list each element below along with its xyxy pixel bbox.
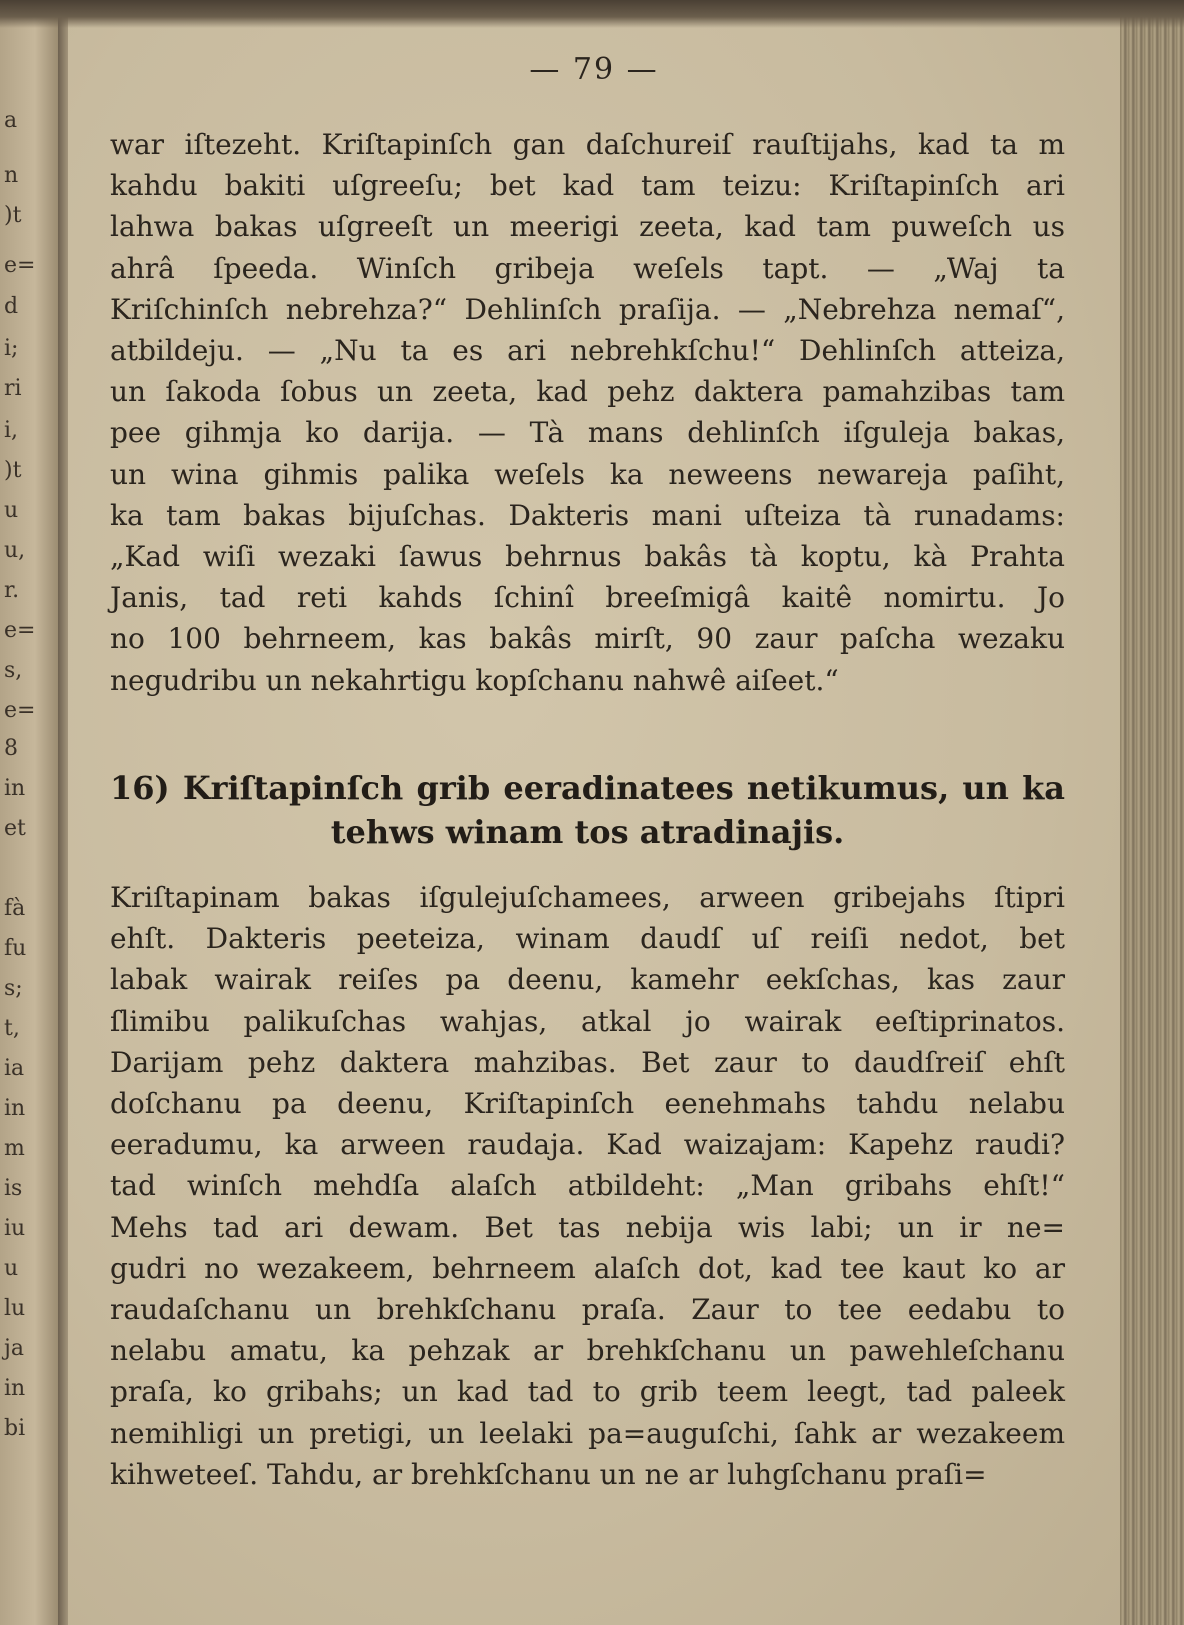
margin-fragment: in [4, 1096, 26, 1121]
margin-fragment: e= [4, 698, 36, 723]
margin-fragment: t, [4, 1016, 20, 1041]
text-line: lahwa bakas uſgreeſt un meerigi zeeta, kad tam puweſch us [110, 210, 1065, 244]
margin-fragment: n [4, 163, 19, 188]
margin-fragment: a [4, 108, 18, 133]
previous-page-edge [0, 0, 58, 1625]
margin-fragment: fà [4, 896, 26, 921]
text-line: un ſakoda ſobus un zeeta, kad pehz daktera pamahzibas tam [110, 375, 1065, 409]
page-stack-edge [1120, 0, 1184, 1625]
text-line: nelabu amatu, ka pehzak ar brehkſchanu un pawehleſchanu [110, 1334, 1065, 1368]
margin-fragment: )t [4, 203, 22, 228]
text-line: ſlimibu palikuſchas wahjas, atkal jo wairak eeſtiprinatos. [110, 1004, 1065, 1038]
text-line: gudri no wezakeem, behrneem alaſch dot, kad tee kaut ko ar [110, 1251, 1065, 1285]
text-line: eeradumu, ka arween raudaja. Kad waizajam: Kapehz raudi? [110, 1128, 1065, 1162]
margin-fragment: et [4, 816, 26, 841]
margin-fragment: m [4, 1136, 25, 1161]
text-line: un wina gihmis palika weſels ka neweens newareja paſiht, [110, 457, 1065, 491]
margin-fragment: i, [4, 418, 19, 443]
text-line: Kriſtapinam bakas iſgulejuſchamees, arween gribejahs ſtipri [110, 881, 1065, 914]
margin-fragment: e= [4, 253, 36, 278]
text-line: nemihligi un pretigi, un leelaki pa=auguſchi, ſahk ar wezakeem [110, 1416, 1065, 1450]
text-line: Kriſchinſch nebrehza?“ Dehlinſch praſija. — „Nebrehza nemaſ“, [110, 292, 1065, 326]
text-line: war iſtezeht. Kriſtapinſch gan daſchureiſ rauſtijahs, kad ta m [110, 128, 1065, 161]
text-line: Darijam pehz daktera mahzibas. Bet zaur to daudſreiſ ehſt [110, 1045, 1065, 1079]
page-number: — 79 — [529, 52, 659, 87]
text-line: negudribu un nekahrtigu kopſchanu nahwê aiſeet.“ [110, 663, 839, 697]
margin-fragment: s; [4, 976, 23, 1001]
margin-fragment: bi [4, 1416, 26, 1441]
text-line: kihweteeſ. Tahdu, ar brehkſchanu un ne ar luhgſchanu praſi= [110, 1457, 987, 1491]
margin-fragment: ri [4, 376, 22, 401]
margin-fragment: s, [4, 658, 23, 683]
margin-fragment: iu [4, 1216, 26, 1241]
margin-fragment: is [4, 1176, 23, 1201]
text-line: Mehs tad ari dewam. Bet tas nebija wis labi; un ir ne= [110, 1210, 1065, 1244]
text-line: ehſt. Dakteris peeteiza, winam daudſ uſ reiſi nedot, bet [110, 922, 1065, 956]
margin-fragment: i; [4, 336, 19, 361]
text-line: „Kad wiſi wezaki ſawus behrnus bakâs tà koptu, kà Prahta [110, 540, 1065, 574]
text-line: Janis, tad reti kahds ſchinî breeſmigâ kaitê nomirtu. Jo [110, 581, 1065, 615]
margin-fragment: u [4, 498, 19, 523]
text-line: atbildeju. — „Nu ta es ari nebrehkſchu!“ Dehlinſch atteiza, [110, 334, 1065, 368]
paragraph-1 [110, 124, 1065, 701]
margin-fragment: ia [4, 1056, 25, 1081]
margin-fragment: d [4, 294, 19, 319]
margin-fragment: u [4, 1256, 19, 1281]
margin-fragment: r. [4, 578, 20, 603]
text-line: pee gihmja ko darija. — Tà mans dehlinſch iſguleja bakas, [110, 416, 1065, 450]
heading-line-1: 16) Kriſtapinſch grib eeradinatees netikumus, un ka [110, 769, 1065, 807]
paragraph-2 [110, 877, 1065, 1495]
section-heading [110, 766, 1065, 854]
text-line: doſchanu pa deenu, Kriſtapinſch eenehmahs tahdu nelabu [110, 1087, 1065, 1121]
book-page [68, 0, 1120, 1625]
margin-fragment: 8 [4, 736, 18, 761]
text-line: praſa, ko gribahs; un kad tad to grib teem leegt, tad paleek [110, 1375, 1065, 1409]
text-line: ka tam bakas bijuſchas. Dakteris mani uſteiza tà runadams: [110, 498, 1065, 532]
margin-fragment: u, [4, 538, 26, 563]
text-line: tad winſch mehdſa alaſch atbildeht: „Man gribahs ehſt!“ [110, 1169, 1065, 1203]
book-gutter [58, 0, 68, 1625]
binding-shadow [0, 0, 1184, 28]
margin-fragment: e= [4, 618, 36, 643]
text-line: no 100 behrneem, kas bakâs mirſt, 90 zaur paſcha wezaku [110, 622, 1065, 656]
text-line: raudaſchanu un brehkſchanu praſa. Zaur to tee eedabu to [110, 1293, 1065, 1327]
margin-fragment: )t [4, 458, 22, 483]
margin-fragment: lu [4, 1296, 26, 1321]
margin-fragment: in [4, 776, 26, 801]
heading-line-2: tehws winam tos atradinajis. [330, 813, 845, 851]
margin-fragment: in [4, 1376, 26, 1401]
text-line: labak wairak reiſes pa deenu, kamehr eekſchas, kas zaur [110, 963, 1065, 997]
margin-fragment: fu [4, 936, 27, 961]
text-line: ahrâ ſpeeda. Winſch gribeja weſels tapt. — „Waj ta [110, 251, 1065, 285]
text-line: kahdu bakiti uſgreeſu; bet kad tam teizu: Kriſtapinſch ari [110, 169, 1065, 203]
margin-fragment: ja [4, 1336, 24, 1361]
